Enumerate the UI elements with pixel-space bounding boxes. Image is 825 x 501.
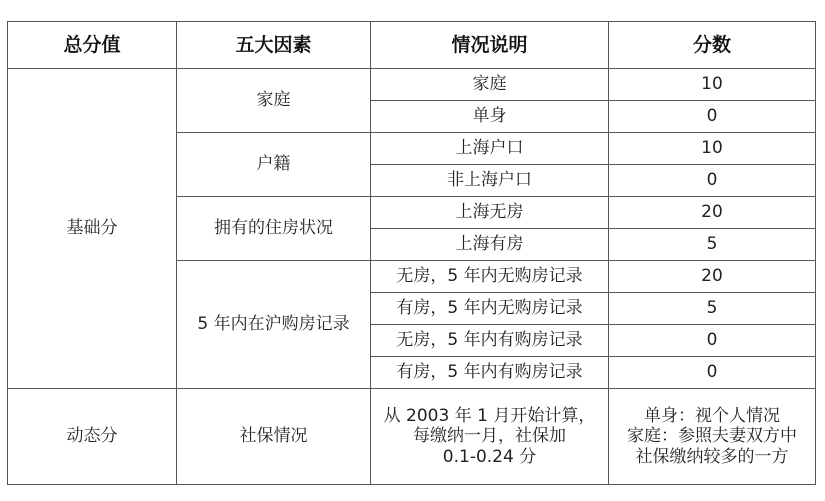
desc-cell: 上海户口 — [371, 133, 609, 165]
factor-hukou: 户籍 — [177, 133, 371, 197]
score-cell: 0 — [609, 101, 816, 133]
score-cell: 5 — [609, 229, 816, 261]
score-cell: 0 — [609, 165, 816, 197]
score-cell: 20 — [609, 197, 816, 229]
desc-cell: 有房，5 年内有购房记录 — [371, 357, 609, 389]
header-description: 情况说明 — [371, 22, 609, 69]
header-row — [8, 22, 816, 69]
factor-social-security: 社保情况 — [177, 389, 371, 485]
dynamic-desc-line: 每缴纳一月，社保加 — [413, 426, 566, 447]
score-cell: 10 — [609, 133, 816, 165]
dynamic-score-line: 单身：视个人情况 — [644, 405, 780, 426]
factor-purchase-record: 5 年内在沪购房记录 — [177, 261, 371, 389]
desc-cell: 家庭 — [371, 69, 609, 101]
table-row — [8, 69, 816, 101]
score-cell: 0 — [609, 325, 816, 357]
desc-cell: 无房，5 年内有购房记录 — [371, 325, 609, 357]
dynamic-score-label: 动态分 — [8, 389, 177, 485]
score-cell: 10 — [609, 69, 816, 101]
dynamic-desc-cell — [371, 389, 609, 485]
desc-cell: 有房，5 年内无购房记录 — [371, 293, 609, 325]
factor-housing: 拥有的住房状况 — [177, 197, 371, 261]
score-cell: 20 — [609, 261, 816, 293]
factor-family: 家庭 — [177, 69, 371, 133]
desc-cell: 上海无房 — [371, 197, 609, 229]
dynamic-score-line: 社保缴纳较多的一方 — [635, 446, 789, 467]
table-row — [8, 389, 816, 485]
desc-cell: 单身 — [371, 101, 609, 133]
desc-cell: 上海有房 — [371, 229, 609, 261]
header-factors: 五大因素 — [177, 22, 371, 69]
score-table — [7, 21, 816, 485]
base-score-label: 基础分 — [8, 69, 177, 389]
header-total: 总分值 — [8, 22, 177, 69]
dynamic-desc-line: 从 2003 年 1 月开始计算， — [383, 405, 596, 426]
score-cell: 5 — [609, 293, 816, 325]
dynamic-score-line: 家庭：参照夫妻双方中 — [627, 426, 797, 447]
desc-cell: 无房，5 年内无购房记录 — [371, 261, 609, 293]
score-cell: 0 — [609, 357, 816, 389]
dynamic-desc-line: 0.1-0.24 分 — [442, 446, 537, 467]
desc-cell: 非上海户口 — [371, 165, 609, 197]
header-score: 分数 — [609, 22, 816, 69]
dynamic-score-cell — [609, 389, 816, 485]
